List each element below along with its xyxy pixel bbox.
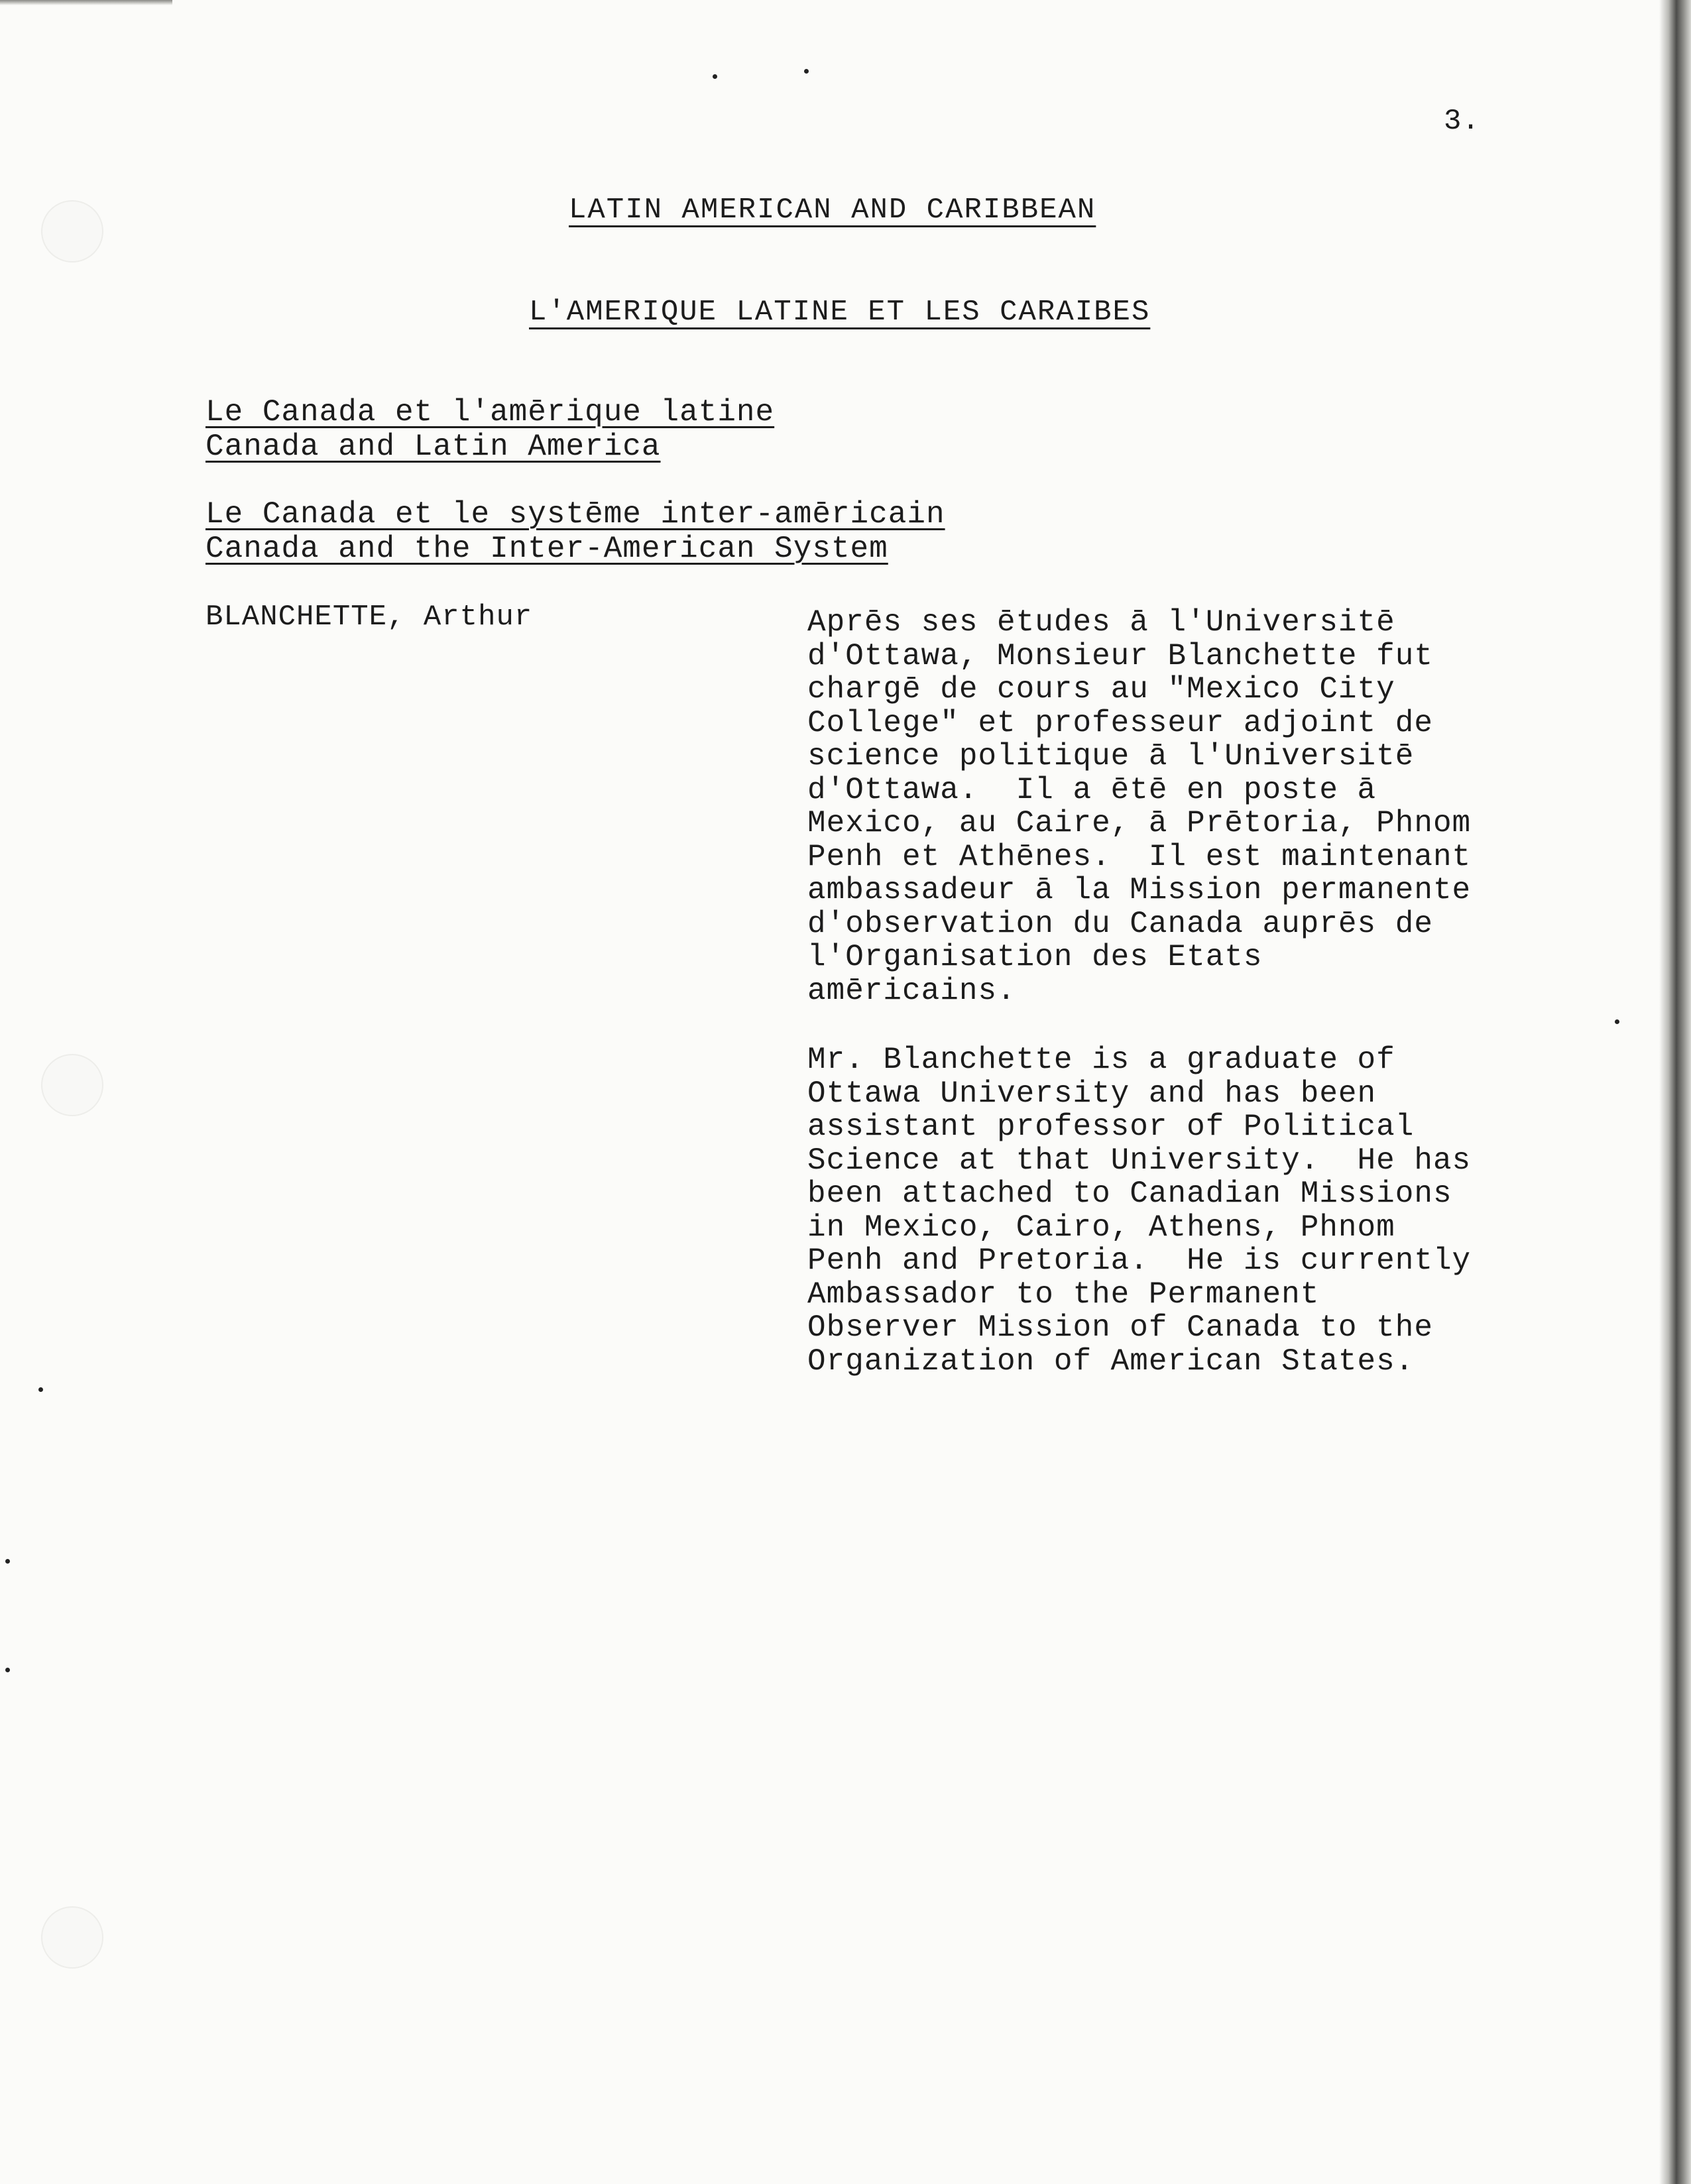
- bio-line: Science at that University. He has: [807, 1143, 1472, 1178]
- person-name: BLANCHETTE, Arthur: [205, 601, 533, 634]
- bio-line: Ottawa University and has been: [807, 1076, 1377, 1111]
- punch-hole: [41, 1054, 103, 1116]
- bio-line: Penh et Athēnes. Il est maintenant: [807, 839, 1472, 874]
- biography-french: [807, 606, 1537, 1007]
- bio-line: in Mexico, Cairo, Athens, Phnom: [807, 1210, 1395, 1245]
- scan-shadow-right: [1659, 0, 1691, 2184]
- section-title-french: Le Canada et le systēme inter-amēricain: [205, 497, 945, 532]
- bio-line: d'Ottawa. Il a ētē en poste ā: [807, 772, 1377, 807]
- bio-line: Aprēs ses ētudes ā l'Universitē: [807, 605, 1395, 640]
- bio-line: l'Organisation des Etats: [807, 940, 1263, 974]
- section-title-english: Canada and the Inter-American System: [205, 532, 888, 566]
- section-heading: [205, 395, 774, 464]
- bio-line: Mexico, au Caire, ā Prētoria, Phnom: [807, 806, 1472, 840]
- speck: [1615, 1019, 1619, 1024]
- bio-line: Penh and Pretoria. He is currently: [807, 1243, 1472, 1278]
- bio-line: ambassadeur ā la Mission permanente: [807, 873, 1472, 907]
- bio-line: science politique ā l'Universitē: [807, 739, 1415, 774]
- bio-line: College" et professeur adjoint de: [807, 705, 1433, 740]
- bio-line: chargē de cours au "Mexico City: [807, 672, 1395, 707]
- bio-line: been attached to Canadian Missions: [807, 1177, 1452, 1211]
- punch-hole: [41, 200, 103, 262]
- bio-line: assistant professor of Political: [807, 1110, 1415, 1144]
- section-title-english: Canada and Latin America: [205, 430, 661, 464]
- bio-line: d'observation du Canada auprēs de: [807, 906, 1433, 941]
- section-title-french: Le Canada et l'amērique latine: [205, 395, 775, 430]
- speck: [38, 1387, 43, 1392]
- bio-line: Ambassador to the Permanent: [807, 1277, 1320, 1312]
- page-number: 3.: [1444, 105, 1480, 138]
- speck: [5, 1668, 10, 1672]
- speck: [713, 74, 717, 79]
- speck: [5, 1559, 10, 1564]
- bio-line: Observer Mission of Canada to the: [807, 1310, 1433, 1345]
- section-heading: [205, 497, 945, 566]
- scan-shadow-top: [0, 0, 172, 5]
- bio-line: Organization of American States.: [807, 1344, 1415, 1379]
- bio-line: amēricains.: [807, 973, 1016, 1008]
- biography-english: [807, 1043, 1537, 1378]
- speck: [804, 69, 809, 74]
- heading-english: LATIN AMERICAN AND CARIBBEAN: [569, 194, 1096, 227]
- bio-line: Mr. Blanchette is a graduate of: [807, 1043, 1395, 1077]
- heading-french: L'AMERIQUE LATINE ET LES CARAIBES: [529, 296, 1151, 329]
- punch-hole: [41, 1906, 103, 1969]
- bio-line: d'Ottawa, Monsieur Blanchette fut: [807, 638, 1433, 673]
